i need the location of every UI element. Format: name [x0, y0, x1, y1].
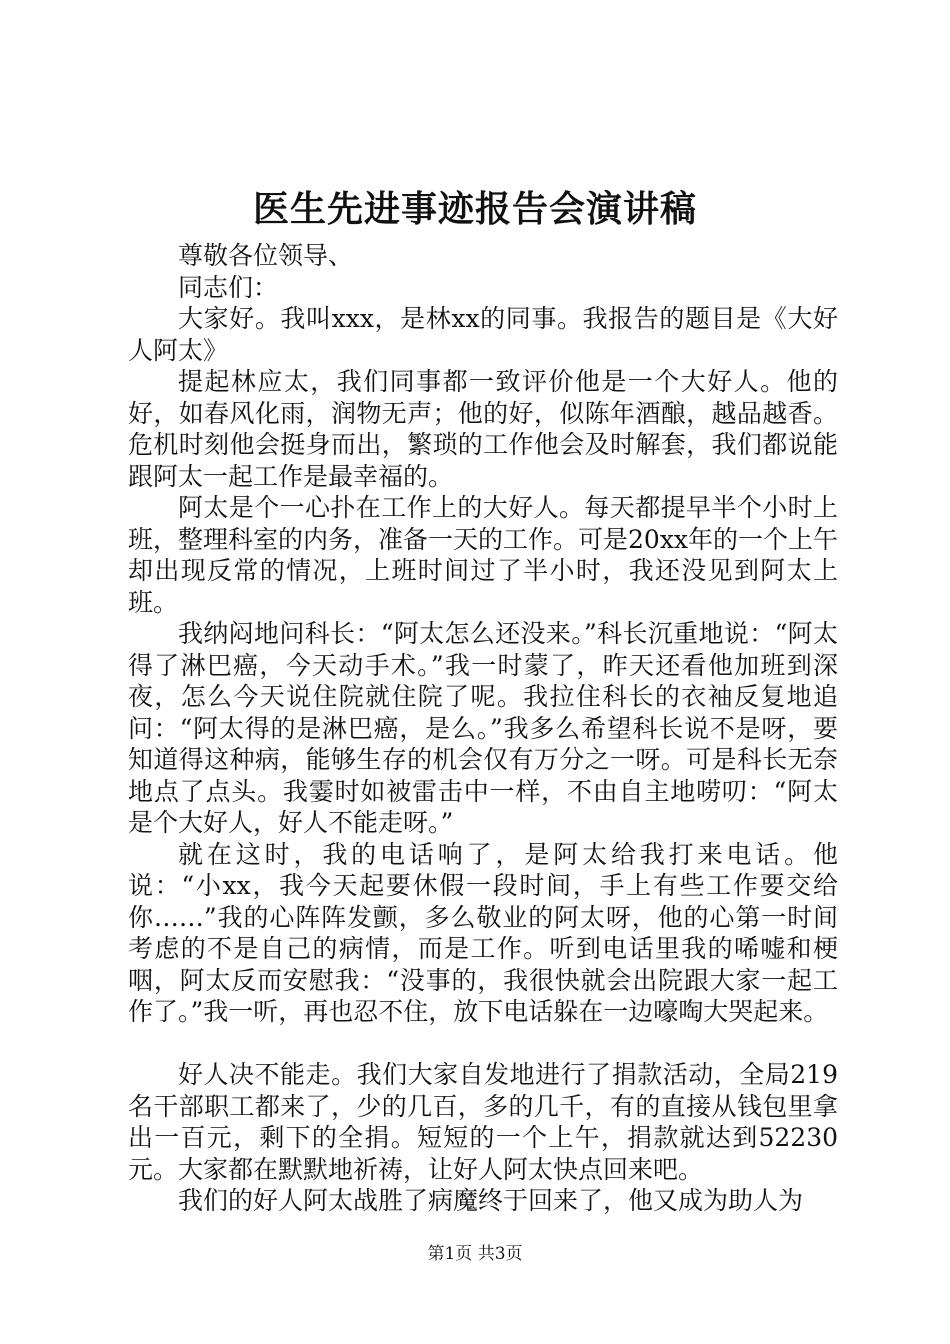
document-title: 医生先进事迹报告会演讲稿: [252, 188, 697, 230]
paragraph-diagnosis: 我纳闷地问科长：“阿太怎么还没来。”科长沉重地说：“阿太得了淋巴癌，今天动手术。”我一时蒙了，昨天还看他加班到深夜，怎么今天说住院就住院了呢。我拉住科长的衣袖反复地追问：“阿太得的是淋巴癌，是么。”我多么希望科长说不是呀，要知道得这种病，能够生存的机会仅有万分之一呀。可是科长无奈地点了点头。我霎时如被雷击中一样，不由自主地唠叨：“阿太是个大好人，好人不能走呀。”: [128, 619, 838, 837]
paragraph-phone-call: 就在这时，我的电话响了，是阿太给我打来电话。他说：“小xx，我今天起要休假一段时间，手上有些工作要交给你……”我的心阵阵发颤，多么敬业的阿太呀，他的心第一时间考虑的不是自己的病情，而是工作。听到电话里我的唏嘘和梗咽，阿太反而安慰我：“没事的，我很快就会出院跟大家一起工作了。”我一听，再也忍不住，放下电话躲在一边嚎啕大哭起来。: [128, 839, 838, 1026]
paragraph-donation: 好人决不能走。我们大家自发地进行了捐款活动，全局219名干部职工都来了，少的几百，多的几千，有的直接从钱包里拿出一百元，剩下的全捐。短短的一个上午，捐款就达到52230元。大家都在默默地祈祷，让好人阿太快点回来吧。: [128, 1060, 838, 1184]
paragraph-work-habits: 阿太是个一心扑在工作上的大好人。每天都提早半个小时上班，整理科室的内务，准备一天的工作。可是20xx年的一个上午却出现反常的情况，上班时间过了半小时，我还没见到阿太上班。: [128, 493, 839, 617]
salutation-line-2: 同志们：: [178, 272, 279, 302]
document-body: [128, 240, 838, 1217]
paragraph-return: 我们的好人阿太战胜了病魔终于回来了，他又成为助人为: [178, 1186, 804, 1215]
page-indicator: 第1页 共3页: [427, 1244, 523, 1264]
paragraph-introduction: 提起林应太，我们同事都一致评价他是一个大好人。他的好，如春风化雨，润物无声；他的好，似陈年酒酿，越品越香。危机时刻他会挺身而出，繁琐的工作他会及时解套，我们都说能跟阿太一起工作是最幸福的。: [128, 367, 838, 491]
salutation-line-1: 尊敬各位领导、: [178, 241, 354, 270]
paragraph-greeting: 大家好。我叫xxx，是林xx的同事。我报告的题目是《大好人阿太》: [128, 304, 838, 365]
